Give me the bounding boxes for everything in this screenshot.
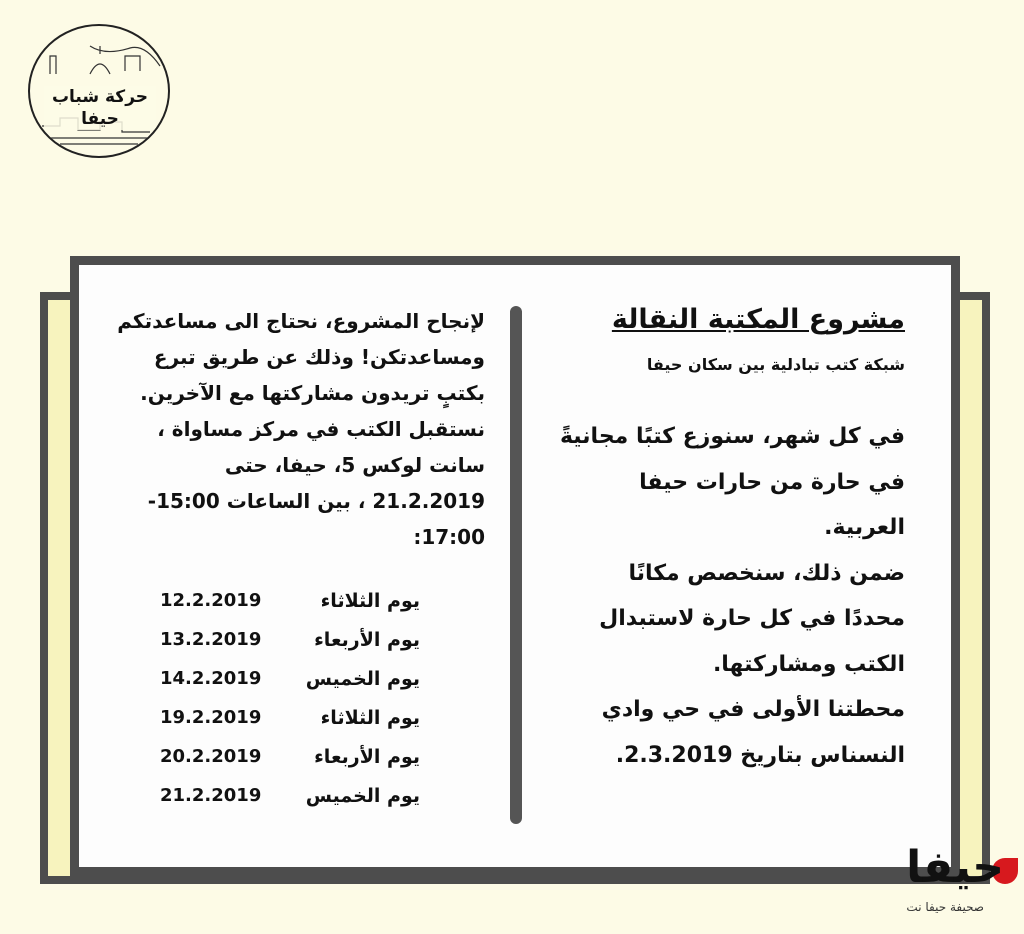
body-line: بكتبٍ تريدون مشاركتها مع الآخرين. <box>140 381 485 405</box>
schedule-day: يوم الخميس <box>305 668 420 690</box>
schedule-row <box>160 590 420 629</box>
schedule-row <box>160 707 420 746</box>
body-line: في كل شهر، سنوزع كتبًا مجانيةً <box>559 424 905 449</box>
body-line: العربية. <box>824 515 905 540</box>
schedule-day: يوم الخميس <box>305 785 420 807</box>
schedule-row <box>160 668 420 707</box>
schedule-day: يوم الثلاثاء <box>320 707 420 729</box>
schedule-day: يوم الأربعاء <box>314 746 420 768</box>
body-line: لإنجاح المشروع، نحتاج الى مساعدتكم <box>117 309 485 333</box>
brand-name: حيفا <box>906 842 1004 893</box>
page-title: مشروع المكتبة النقالة <box>611 304 905 335</box>
schedule-row <box>160 629 420 668</box>
schedule-date: 14.2.2019 <box>160 668 262 689</box>
schedule-date: 21.2.2019 <box>160 785 262 806</box>
body-line: الكتب ومشاركتها. <box>712 651 905 677</box>
book-spine <box>510 306 522 824</box>
page-subtitle: شبكة كتب تبادلية بين سكان حيفا <box>646 355 905 374</box>
schedule-day: يوم الثلاثاء <box>320 590 420 612</box>
right-page <box>560 300 905 778</box>
schedule-date: 12.2.2019 <box>160 590 262 611</box>
left-page <box>110 303 485 555</box>
logo-text: حركة شباب حيفا <box>44 86 156 130</box>
left-page-body <box>110 303 485 555</box>
body-line: نستقبل الكتب في مركز مساواة ، <box>157 417 485 441</box>
body-line: النسناس بتاريخ 2.3.2019. <box>615 742 905 768</box>
body-line: محطتنا الأولى في حي وادي <box>601 697 905 722</box>
brand-subtitle: صحيفة حيفا نت <box>906 900 984 914</box>
schedule-date: 20.2.2019 <box>160 746 262 767</box>
right-page-body <box>560 414 905 778</box>
brand-logo <box>838 840 1018 922</box>
schedule-list <box>160 590 420 824</box>
body-line: ضمن ذلك، سنخصص مكانًا <box>628 560 905 586</box>
schedule-row <box>160 785 420 824</box>
body-line: 17:00: <box>413 525 485 549</box>
body-line: سانت لوكس 5، حيفا، حتى <box>224 453 485 477</box>
schedule-date: 19.2.2019 <box>160 707 262 728</box>
body-line: ومساعدتكن! وذلك عن طريق تبرع <box>153 345 485 369</box>
body-line: 21.2.2019 ، بين الساعات 15:00- <box>147 489 485 513</box>
schedule-row <box>160 746 420 785</box>
logo <box>28 24 170 158</box>
schedule-day: يوم الأربعاء <box>314 629 420 651</box>
body-line: في حارة من حارات حيفا <box>639 469 905 495</box>
body-line: محددًا في كل حارة لاستبدال <box>599 606 905 631</box>
schedule-date: 13.2.2019 <box>160 629 262 650</box>
